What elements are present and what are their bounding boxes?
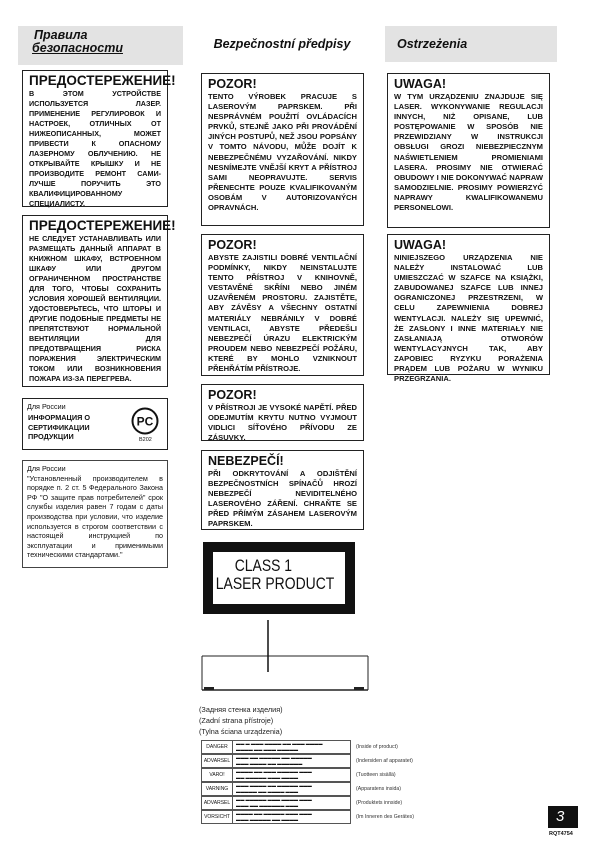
document-code: RQT4754 (549, 831, 573, 837)
rear-caption-pl: (Tylna ściana urządzenia) (199, 727, 283, 736)
header-pl (385, 26, 557, 62)
warning-label-key: VARO! (202, 769, 233, 781)
cz-danger-laser (201, 450, 364, 530)
laser-class-line2: LASER PRODUCT (215, 574, 335, 593)
cz-warning-laser-title: POZOR! (208, 77, 257, 91)
ru-warning-ventilation (22, 215, 176, 387)
cz-warning-ventilation-text: ABYSTE ZAJISTILI DOBRÉ VENTILAČNÍ PODMÍNKY, NIKDY NEINSTALUJTE TENTO PŘÍSTROJ V KNIHOVNĚ, VESTAVĚNÉ SKŘÍNI NEBO JINÉM UZAVŘENÉM PROSTORU. ZAJISTĚTE, ABY ZÁVĚSY A VŠECHNY OSTATNÍ MATERIÁLY NEBRÁNILY V DOBRÉ VENTILACI, ABYSTE PŘEDEŠLI NEBEZPEČÍ ÚRAZU ELEKTRICKÝM PROUDEM NEBO NEBEZPEČÍ POŽÁRU, KTERÉ BY MOHLO VZNIKNOUT PŘEHŘÁTÍM PŘÍSTROJE. (208, 253, 357, 374)
ru-service-life-note (22, 460, 168, 568)
warning-label-key: ADVARSEL (202, 797, 233, 809)
pl-warning-laser-text: W TYM URZĄDZENIU ZNAJDUJE SIĘ LASER. WYKONYWANIE REGULACJI INNYCH, NIŻ OPISANE, LUB POSTĘPOWANIE W SPOSÓB NIE PRZEWIDZIANY W INSTRUKCJI OBSŁUGI GROZI NIEBEZPIECZNYM NAŚWIETLENIEM PROMIENIAMI LASERA. PROSIMY NIE OTWIERAĆ OBUDOWY I NIE DOKONYWAĆ NAPRAW SAMODZIELNIE. PROSIMY POWIERZYĆ NAPRAWY KWALIFIKOWANEMU PERSONELOWI. (394, 92, 543, 213)
ru-note-text: "Установленный производителем в порядке п. 2 ст. 5 Федерального Закона РФ "О защите прав потребителей" срок службы изделия равен 7 годам с даты производства при условии, что изделие используется в строгом соответствии с настоящей инструкцией по эксплуатации и применимыми техническими стандартами." (27, 473, 163, 560)
cz-warning-ventilation (201, 234, 364, 376)
cz-warning-ventilation-title: POZOR! (208, 238, 257, 252)
warning-label-row (201, 740, 351, 754)
ru-warning-laser (22, 70, 176, 208)
warning-label-key: DANGER (202, 741, 233, 753)
warning-label-row (201, 782, 351, 796)
warning-label-row (201, 768, 351, 782)
rear-caption-cz: (Zadní strana přístroje) (199, 716, 274, 725)
ru-certification (22, 398, 168, 450)
warning-label-key: ADVARSEL (202, 755, 233, 767)
warning-label-lang: (Tuotteen sisällä) (356, 772, 396, 778)
certification-logo-icon (131, 407, 159, 435)
pl-warning-laser (387, 73, 550, 228)
ru-warning-ventilation-title: ПРЕДОСТЕРЕЖЕНИЕ! (29, 218, 176, 233)
warning-label-key: VORSICHT (202, 811, 233, 823)
warning-label-fineprint: ▬▬ ▬▬▬▬▬ ▬▬▬ ▬▬▬▬ ▬▬▬ ▬▬▬ ▬▬ ▬▬▬▬▬▬ ▬▬▬ (236, 797, 312, 808)
cz-danger-laser-title: NEBEZPEČÍ! (208, 454, 284, 468)
ru-warning-ventilation-text: НЕ СЛЕДУЕТ УСТАНАВЛИВАТЬ ИЛИ РАЗМЕЩАТЬ ДАННЫЙ АППАРАТ В КНИЖНОМ ШКАФУ, ВСТРОЕННОМ ШКАФУ ИЛИ ДРУГОМ ОГРАНИЧЕННОМ ПРОСТРАНСТВЕ ДЛЯ ТОГО, ЧТОБЫ СОХРАНИТЬ УСЛОВИЯ ХОРОШЕЙ ВЕНТИЛЯЦИИ. УДОСТОВЕРЬТЕСЬ, ЧТО ШТОРЫ И ДРУГИЕ ПОДОБНЫЕ ПРЕДМЕТЫ НЕ ПРЕПЯТСТВУЮТ НОРМАЛЬНОЙ ВЕНТИЛЯЦИИ ДЛЯ ПРЕДОТВРАЩЕНИЯ РИСКА ПОРАЖЕНИЯ ЭЛЕКТРИЧЕСКИМ ТОКОМ ИЛИ ВОЗНИКНОВЕНИЯ ПОЖАРА ИЗ-ЗА ПЕРЕГРЕВА. (29, 234, 161, 383)
pl-warning-ventilation (387, 234, 550, 384)
page-number-badge (548, 806, 578, 828)
warning-label-lang: (Indersiden af apparatet) (356, 758, 413, 764)
pl-warning-ventilation-text: NINIEJSZEGO URZĄDZENIA NIE NALEŻY INSTALOWAĆ LUB UMIESZCZAĆ W SZAFCE NA KSIĄŻKI, ZABUDOWANEJ SZAFCE LUB INNEJ OGRANICZONEJ PRZESTRZENI, W CELU ZAPEWNIENIA DOBREJ WENTYLACJI. NALEŻY SIĘ UPEWNIĆ, ŻE ZASŁONY I INNE MATERIAŁY NIE ZASŁANIAJĄ OTWORÓW WENTYLACYJNYCH TAK, ABY ZAPOBIEC RYZYKU PORAŻENIA PRĄDEM LUB POŻARU W WYNIKU PRZEGRZANIA. (394, 253, 543, 384)
ru-cert-line1: ИНФОРМАЦИЯ О (28, 413, 91, 422)
ru-cert-heading: Для России (27, 402, 66, 411)
ru-cert-line2: СЕРТИФИКАЦИИ (28, 422, 90, 432)
warning-label-lang: (Inside of product) (356, 744, 398, 750)
warning-label-fineprint: ▬▬▬ ▬▬ ▬▬▬▬▬ ▬▬ ▬▬▬▬▬ ▬▬▬ ▬▬▬▬ ▬▬ ▬▬▬▬▬▬ (236, 755, 312, 766)
warning-label-key: VARNING (202, 783, 233, 795)
cz-warning-voltage (201, 384, 364, 441)
warning-label-fineprint: ▬▬▬ ▬▬▬▬ ▬▬ ▬▬▬▬▬ ▬▬▬ ▬▬▬▬▬ ▬▬ ▬▬▬▬ ▬▬▬ (236, 783, 312, 794)
ru-warning-laser-title: ПРЕДОСТЕРЕЖЕНИЕ! (29, 73, 176, 88)
header-cz (192, 26, 372, 62)
header-pl-text: Ostrzeżenia (397, 37, 468, 51)
header-cz-text: Bezpečnostní předpisy (213, 37, 351, 51)
warning-label-fineprint: ▬▬ ▬ ▬▬▬ ▬▬▬▬ ▬▬ ▬▬▬ ▬▬▬▬ ▬▬▬▬ ▬▬ ▬▬▬ ▬▬▬▬▬ (236, 741, 323, 752)
ru-cert-line3: ПРОДУКЦИИ (28, 432, 74, 441)
warning-label-lang: (Apparatens insida) (356, 786, 401, 792)
page-number: 3 (556, 808, 565, 825)
rear-caption-ru: (Задняя стенка изделия) (199, 705, 283, 714)
cz-warning-voltage-title: POZOR! (208, 388, 257, 402)
warning-label-fineprint: ▬▬▬▬ ▬▬ ▬▬▬ ▬▬▬▬▬ ▬▬▬ ▬▬ ▬▬▬▬▬ ▬▬▬ ▬▬▬▬ (236, 769, 312, 780)
laser-class-line1: CLASS 1 (234, 556, 293, 575)
warning-label-row (201, 810, 351, 824)
pl-warning-laser-title: UWAGA! (394, 77, 447, 91)
ru-cert-code: B202 (139, 437, 152, 443)
cz-danger-laser-text: PŘI ODKRYTOVÁNÍ A ODJIŠTĚNÍ BEZPEČNOSTNÍCH SPÍNAČŮ HROZÍ NEBEZPEČÍ NEVIDITELNÉHO LASEROVÉHO ZÁŘENÍ. CHRAŇTE SE PŘED PŘÍMÝM ZÁSAHEM LASEROVÝM PAPRSKEM. (208, 469, 357, 529)
ru-warning-laser-text: В ЭТОМ УСТРОЙСТВЕ ИСПОЛЬЗУЕТСЯ ЛАЗЕР. ПРИМЕНЕНИЕ РЕГУЛИРОВОК И НАСТРОЕК, ОТЛИЧНЫХ ОТ НИЖЕОПИСАННЫХ, МОЖЕТ ПРИВЕСТИ К ОПАСНОМУ ЛАЗЕРНОМУ ОБЛУЧЕНИЮ. НЕ ОТКРЫВАЙТЕ КРЫШКУ И НЕ ПРОИЗВОДИТЕ РЕМОНТ САМИ-ЛУЧШЕ ПОРУЧИТЬ ЭТО КВАЛИФИЦИРОВАННОМУ СПЕЦИАЛИСТУ. (29, 89, 161, 208)
warning-label-lang: (Produktets innside) (356, 800, 403, 806)
warning-label-row (201, 796, 351, 810)
cz-warning-laser-text: TENTO VÝROBEK PRACUJE S LASEROVÝM PAPRSKEM. PŘI NESPRÁVNÉM POUŽITÍ OVLÁDACÍCH PRVKŮ, STEJNĚ JAKO PŘI PROVÁDĚNÍ JINÝCH POSTUPŮ, NEŽ JSOU POPSÁNY V TOMTO NÁVODU, MŮŽE DOJÍT K NEBEZPEČNÉMU VYZAŘOVÁNÍ. NIKDY NESNÍMEJTE VNĚJŠÍ KRYT A PŘÍSTROJ SAMI NEOPRAVUJTE. SERVIS PŘENECHTE POUZE KVALIFIKOVANÝM OSOBÁM V AUTORIZOVANÝCH OPRAVNÁCH. (208, 92, 357, 213)
ru-note-heading: Для России (27, 464, 66, 473)
warning-label-fineprint: ▬▬▬▬ ▬▬ ▬▬▬▬▬ ▬▬▬ ▬▬▬ ▬▬▬ ▬▬▬▬▬ ▬▬ ▬▬▬▬ (236, 811, 312, 822)
laser-class-label (203, 542, 355, 614)
header-ru-line1: Правила (34, 28, 88, 42)
certification-logo-text: PC (136, 414, 154, 429)
header-ru (18, 26, 183, 65)
cz-warning-voltage-text: V PŘÍSTROJI JE VYSOKÉ NAPĚTÍ. PŘED ODEJMUTÍM KRYTU NUTNO VYJMOUT VIDLICI SÍŤOVÉHO PŘÍVODU ZE ZÁSUVKY. (208, 403, 357, 443)
warning-label-lang: (Im Inneren des Gerätes) (356, 814, 414, 820)
product-rear-illustration (200, 620, 370, 692)
cz-warning-laser (201, 73, 364, 226)
warning-label-row (201, 754, 351, 768)
pl-warning-ventilation-title: UWAGA! (394, 238, 447, 252)
header-ru-line2: безопасности (32, 41, 123, 55)
